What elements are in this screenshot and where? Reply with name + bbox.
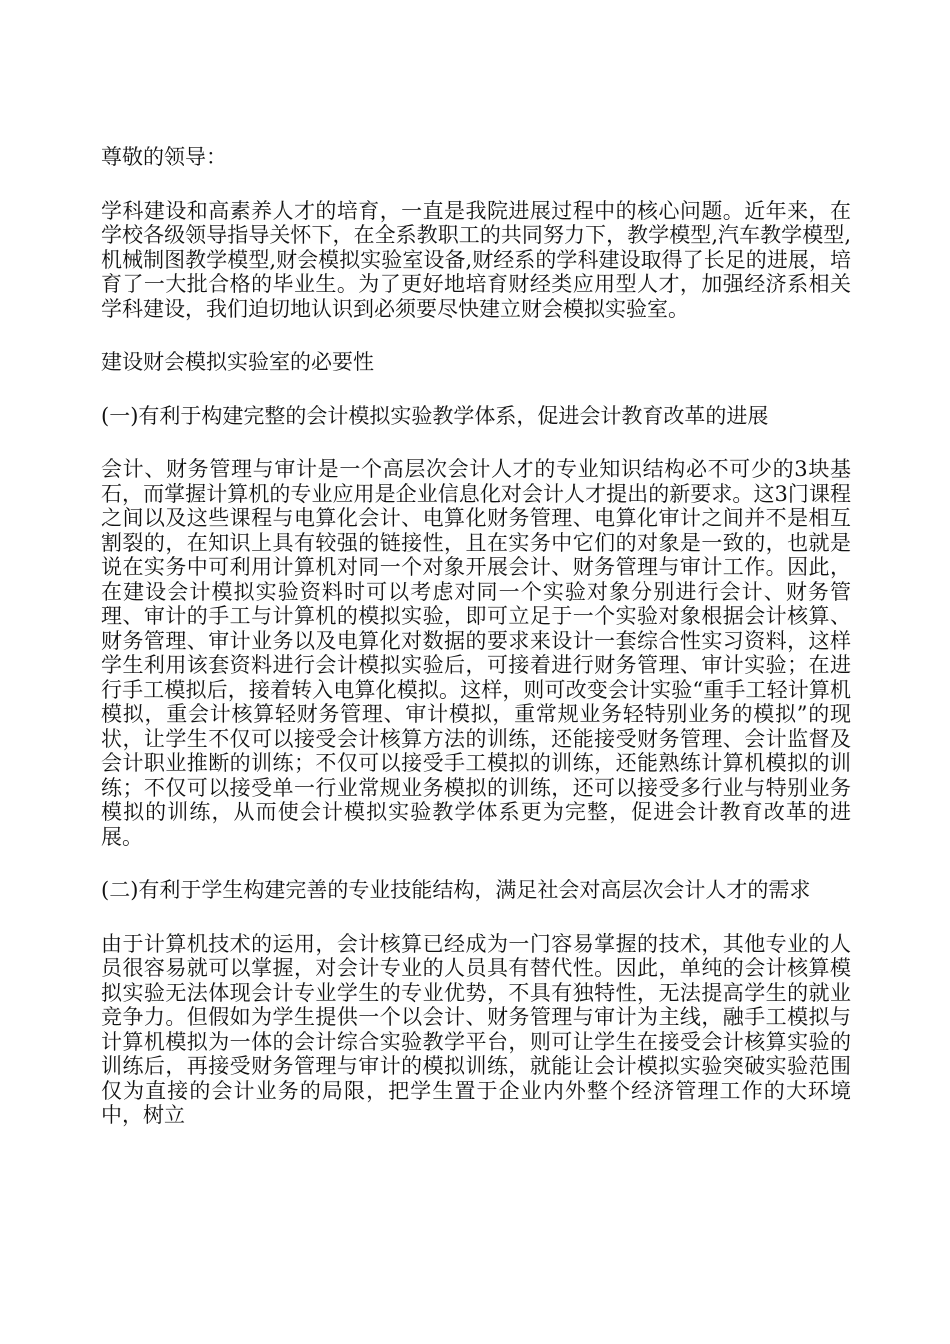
- body-paragraph-one: 会计、财务管理与审计是一个高层次会计人才的专业知识结构必不可少的3块基石，而掌握计算机的专业应用是企业信息化对会计人才提出的新要求。这3门课程之间以及这些课程与电算化会计、电算化财务管理、电算化审计之间并不是相互割裂的，在知识上具有较强的链接性，且在实务中它们的对象是一致的，也就是说在实务中可利用计算机对同一个对象开展会计、财务管理与审计工作。因此，在建设会计模拟实验资料时可以考虑对同一个实验对象分别进行会计、财务管理、审计的手工与计算机的模拟实验，即可立足于一个实验对象根据会计核算、财务管理、审计业务以及电算化对数据的要求来设计一套综合性实习资料，这样学生利用该套资料进行会计模拟实验后，可接着进行财务管理、审计实验；在进行手工模拟后，接着转入电算化模拟。这样，则可改变会计实验“重手工轻计算机模拟，重会计核算轻财务管理、审计模拟，重常规业务轻特别业务的模拟”的现状，让学生不仅可以接受会计核算方法的训练，还能接受财务管理、会计监督及会计职业推断的训练；不仅可以接受手工模拟的训练，还能熟练计算机模拟的训练；不仅可以接受单一行业常规业务模拟的训练，还可以接受多行业与特别业务模拟的训练，从而使会计模拟实验教学体系更为完整，促进会计教育改革的进展。: [101, 457, 851, 849]
- intro-paragraph: 学科建设和高素养人才的培育，一直是我院进展过程中的核心问题。近年来，在学校各级领导指导关怀下，在全系教职工的共同努力下，教学模型,汽车教学模型,机械制图教学模型,财会模拟实验室设备,财经系的学科建设取得了长足的进展，培育了一大批合格的毕业生。为了更好地培育财经类应用型人才，加强经济系相关学科建设，我们迫切地认识到必须要尽快建立财会模拟实验室。: [101, 198, 851, 321]
- salutation: 尊敬的领导：: [101, 145, 227, 169]
- heading-one: (一)有利于构建完整的会计模拟实验教学体系，促进会计教育改革的进展: [101, 403, 769, 428]
- document-page: [101, 145, 851, 1156]
- heading-two: (二)有利于学生构建完善的专业技能结构，满足社会对高层次会计人才的需求: [101, 878, 811, 902]
- body-paragraph-two: 由于计算机技术的运用，会计核算已经成为一门容易掌握的技术，其他专业的人员很容易就可以掌握，对会计专业的人员具有替代性。因此，单纯的会计核算模拟实验无法体现会计专业学生的专业优势，不具有独特性，无法提高学生的就业竞争力。但假如为学生提供一个以会计、财务管理与审计为主线，融手工模拟与计算机模拟为一体的会计综合实验教学平台，则可让学生在接受会计核算实验的训练后，再接受财务管理与审计的模拟训练，就能让会计模拟实验突破实验范围仅为直接的会计业务的局限，把学生置于企业内外整个经济管理工作的大环境中，树立: [101, 931, 851, 1127]
- section-title: 建设财会模拟实验室的必要性: [101, 350, 374, 374]
